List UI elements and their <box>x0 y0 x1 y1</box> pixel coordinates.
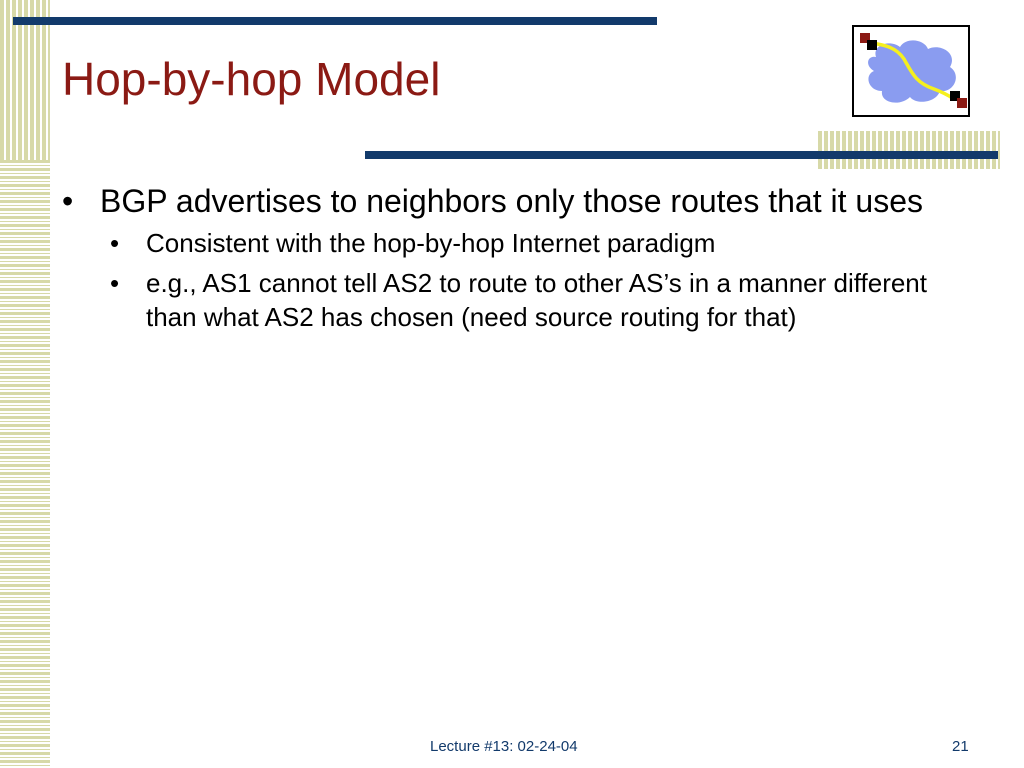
footer-lecture-label: Lecture #13: 02-24-04 <box>430 738 578 755</box>
sub-bullet-marker: • <box>110 268 120 298</box>
title-decorative-block <box>818 131 1000 169</box>
source-node-black <box>867 40 877 50</box>
sub-bullet-item <box>110 266 942 334</box>
network-logo <box>852 25 970 117</box>
dest-node-red <box>957 98 967 108</box>
slide-body <box>62 180 942 340</box>
sub-bullet-text: e.g., AS1 cannot tell AS2 to route to other AS’s in a manner different than what AS2 has chosen (need source routing for that) <box>146 268 927 332</box>
footer-page-number: 21 <box>952 738 969 755</box>
bullet-item <box>62 180 942 222</box>
sub-bullet-marker: • <box>110 228 120 258</box>
bullet-marker: • <box>62 183 74 219</box>
sub-bullet-item <box>110 226 942 260</box>
sub-bullet-list <box>62 226 942 334</box>
top-rule <box>24 17 657 25</box>
network-cloud-icon <box>854 27 968 115</box>
slide-title: Hop-by-hop Model <box>62 53 441 105</box>
title-underline-rule <box>365 151 998 159</box>
sub-bullet-text: Consistent with the hop-by-hop Internet paradigm <box>146 228 716 258</box>
bullet-text: BGP advertises to neighbors only those routes that it uses <box>100 183 923 219</box>
